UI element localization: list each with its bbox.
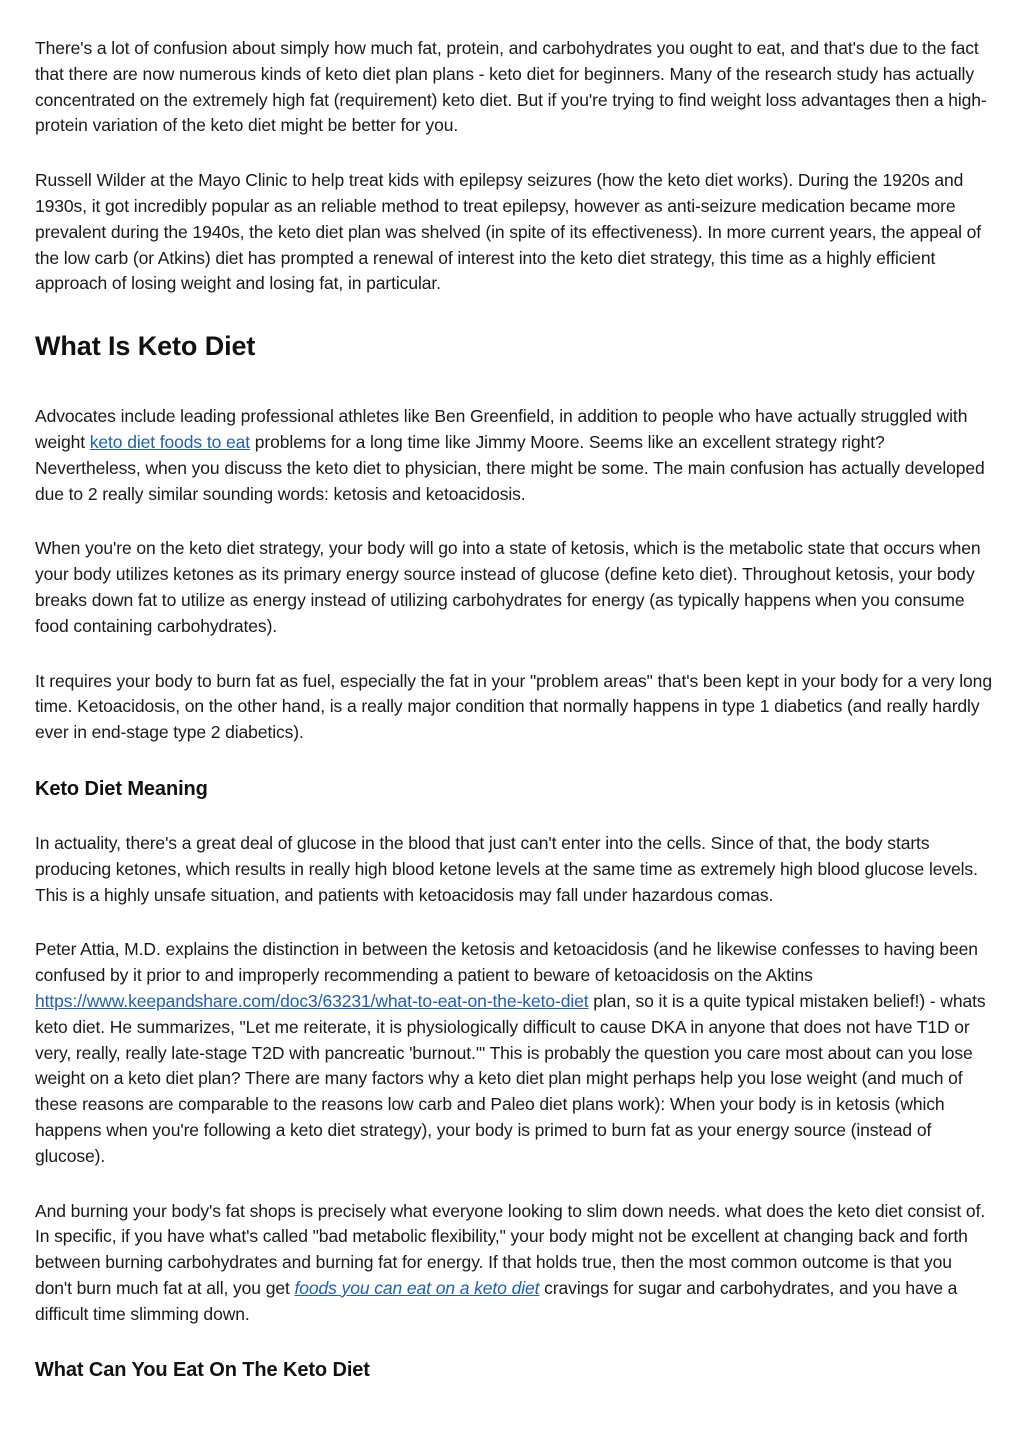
paragraph-history: Russell Wilder at the Mayo Clinic to help treat kids with epilepsy seizures (how the keto diet works). During the 1920s and 1930s, it got incredibly popular as an reliable method to treat epilepsy, however as anti-seizure medication became more prevalent during the 1940s, the keto diet plan was shelved (in spite of its effectiveness). In more current years, the appeal of the low carb (or Atkins) diet has prompted a renewal of interest into the keto diet strategy, this time as a highly efficient approach of losing weight and losing fat, in particular. [35, 170, 982, 294]
paragraph-peter-attia [35, 937, 993, 1169]
heading-what-is-keto-diet: What Is Keto Diet [35, 331, 256, 362]
link-foods-you-can-eat[interactable]: foods you can eat on a keto diet [294, 1277, 540, 1298]
paragraph-advocates-text-before: Advocates include leading professional athletes like Ben Greenfield, in addition to people who have actually struggled with weight [35, 406, 968, 452]
paragraph-advocates-text-after: problems for a long time like Jimmy Moore. Seems like an excellent strategy right? Nevertheless, when you discuss the keto diet to physician, there might be some. The main confusion has actually developed due to 2 really similar sounding words: ketosis and ketoacidosis. [35, 431, 985, 504]
link-keepandshare-url[interactable]: https://www.keepandshare.com/doc3/63231/what-to-eat-on-the-keto-diet [35, 990, 589, 1011]
paragraph-glucose: In actuality, there's a great deal of glucose in the blood that just can't enter into the cells. Since of that, the body starts producing ketones, which results in really high blood ketone levels at the same time as extremely high blood glucose levels. This is a highly unsafe situation, and patients with ketoacidosis may fall under hazardous comas. [35, 832, 978, 905]
heading-what-can-you-eat: What Can You Eat On The Keto Diet [35, 1359, 370, 1382]
paragraph-fat-shops [35, 1199, 993, 1328]
paragraph-fat-shops-text-after: cravings for sugar and carbohydrates, and you have a difficult time slimming down. [35, 1277, 958, 1324]
link-keto-diet-foods-to-eat[interactable]: keto diet foods to eat [89, 431, 251, 452]
paragraph-advocates [35, 404, 993, 507]
paragraph-attia-text-before: Peter Attia, M.D. explains the distinction in between the ketosis and ketoacidosis (and he likewise confesses to having been confused by it prior to and improperly recommending a patient to beware of ketoacidosis on the Aktins [35, 939, 978, 986]
paragraph-burn-fat: It requires your body to burn fat as fuel, especially the fat in your "problem areas" that's been kept in your body for a very long time. Ketoacidosis, on the other hand, is a really major condition that normally happens in type 1 diabetics (and really hardly ever in end-stage type 2 diabetics). [35, 670, 992, 743]
paragraph-intro: There's a lot of confusion about simply how much fat, protein, and carbohydrates you ought to eat, and that's due to the fact that there are now numerous kinds of keto diet plan plans - keto diet for beginners. Many of the research study has actually concentrated on the extremely high fat (requirement) keto diet. But if you're trying to find weight loss advantages then a high-protein variation of the keto diet might be better for you. [35, 38, 987, 136]
paragraph-fat-shops-text-before: And burning your body's fat shops is precisely what everyone looking to slim down needs. what does the keto diet consist of. In specific, if you have what's called "bad metabolic flexibility," your body might not be excellent at changing back and forth between burning carbohydrates and burning fat for energy. If that holds true, then the most common outcome is that you don't burn much fat at all, you get [35, 1200, 986, 1298]
heading-keto-diet-meaning: Keto Diet Meaning [35, 777, 208, 800]
paragraph-ketosis-state: When you're on the keto diet strategy, your body will go into a state of ketosis, which is the metabolic state that occurs when your body utilizes ketones as its primary energy source instead of glucose (define keto diet). Throughout ketosis, your body breaks down fat to utilize as energy instead of utilizing carbohydrates for energy (as typically happens when you consume food containing carbohydrates). [35, 538, 981, 636]
paragraph-attia-text-after: plan, so it is a quite typical mistaken belief!) - whats keto diet. He summarizes, "Let me reiterate, it is physiologically difficult to cause DKA in anyone that does not have T1D or very, really, really late-stage T2D with pancreatic 'burnout.'" This is probably the question you care most about can you lose weight on a keto diet plan? There are many factors why a keto diet plan might perhaps help you lose weight (and much of these reasons are comparable to the reasons low carb and Paleo diet plans work): When your body is in ketosis (which happens when you're following a keto diet strategy), your body is primed to burn fat as your energy source (instead of glucose). [35, 990, 986, 1166]
article-body [35, 36, 993, 1383]
